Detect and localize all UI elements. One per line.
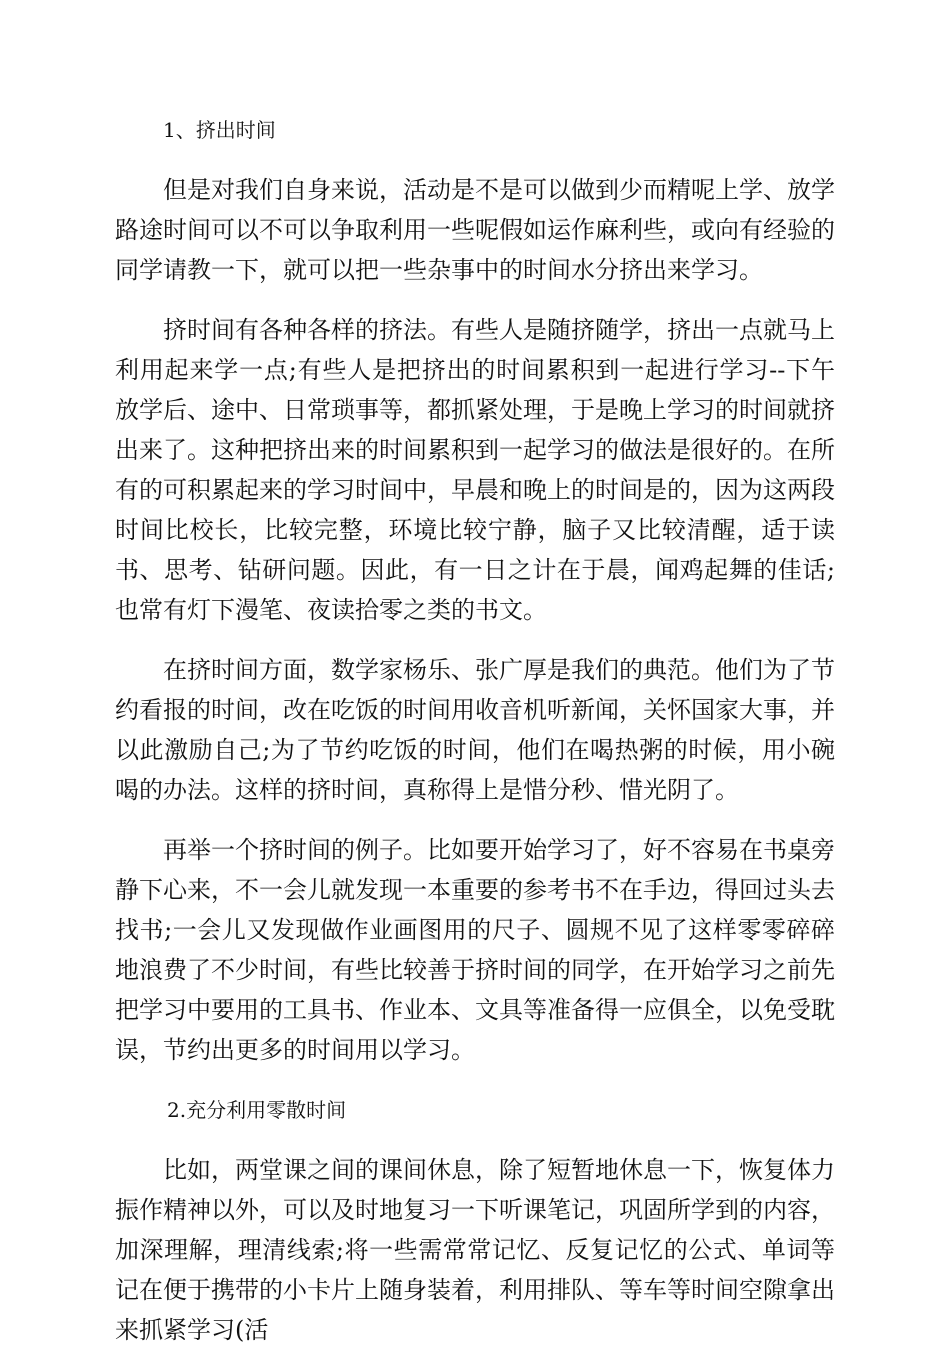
paragraph-4: 再举一个挤时间的例子。比如要开始学习了，好不容易在书桌旁静下心来，不一会儿就发现一本重要的参考书不在手边，得回过头去找书;一会儿又发现做作业画图用的尺子、圆规不见了这样零零碎碎地浪费了不少时间，有些比较善于挤时间的同学，在开始学习之前先把学习中要用的工具书、作业本、文具等准备得一应俱全，以免受耽误，节约出更多的时间用以学习。 [115,836,835,1064]
section-heading-1: 1、挤出时间 [163,118,276,142]
section-heading-2: 2.充分利用零散时间 [167,1098,347,1122]
paragraph-5: 比如，两堂课之间的课间休息，除了短暂地休息一下，恢复体力振作精神以外，可以及时地复习一下听课笔记，巩固所学到的内容，加深理解，理清线索;将一些需常常记忆、反复记忆的公式、单词等记在便于携带的小卡片上随身装着，利用排队、等车等时间空隙拿出来抓紧学习(活 [115,1156,835,1344]
paragraph-3: 在挤时间方面，数学家杨乐、张广厚是我们的典范。他们为了节约看报的时间，改在吃饭的时间用收音机听新闻，关怀国家大事，并以此激励自己;为了节约吃饭的时间，他们在喝热粥的时候，用小碗喝的办法。这样的挤时间，真称得上是惜分秒、惜光阴了。 [115,656,835,804]
paragraph-1: 但是对我们自身来说，活动是不是可以做到少而精呢上学、放学路途时间可以不可以争取利用一些呢假如运作麻利些，或向有经验的同学请教一下，就可以把一些杂事中的时间水分挤出来学习。 [115,176,835,284]
document-body [115,110,835,1370]
paragraph-2: 挤时间有各种各样的挤法。有些人是随挤随学，挤出一点就马上利用起来学一点;有些人是把挤出的时间累积到一起进行学习--下午放学后、途中、日常琐事等，都抓紧处理，于是晚上学习的时间就挤出来了。这种把挤出来的时间累积到一起学习的做法是很好的。在所有的可积累起来的学习时间中，早晨和晚上的时间是的，因为这两段时间比校长，比较完整，环境比较宁静，脑子又比较清醒，适于读书、思考、钻研问题。因此，有一日之计在于晨，闻鸡起舞的佳话;也常有灯下漫笔、夜读拾零之类的书文。 [115,316,835,624]
